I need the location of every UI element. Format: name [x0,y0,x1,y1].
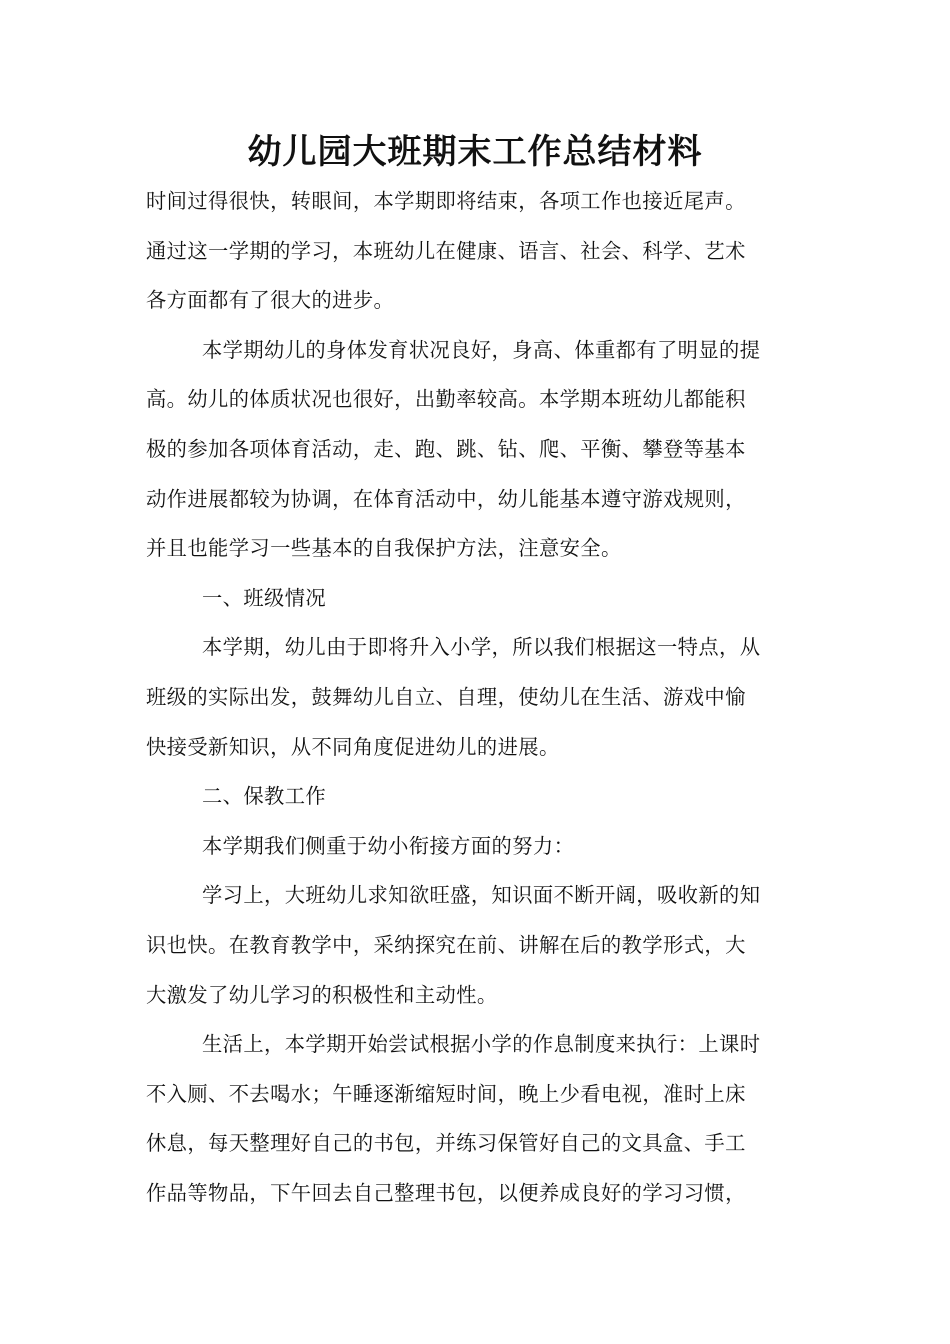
body-text-line: 动作进展都较为协调，在体育活动中，幼儿能基本遵守游戏规则， [146,486,746,511]
body-text-line: 大激发了幼儿学习的积极性和主动性。 [146,982,498,1007]
body-text-line: 一、班级情况 [202,585,327,610]
body-text-line: 休息，每天整理好自己的书包，并练习保管好自己的文具盒、手工 [146,1131,746,1156]
body-text-line: 本学期幼儿的身体发育状况良好，身高、体重都有了明显的提 [202,337,761,362]
body-text-line: 二、保教工作 [202,784,327,809]
body-text-line: 本学期我们侧重于幼小衔接方面的努力： [202,833,575,858]
body-text-line: 极的参加各项体育活动，走、跑、跳、钻、爬、平衡、攀登等基本 [146,436,746,461]
document-body [146,177,810,1218]
body-text-line: 识也快。在教育教学中，采纳探究在前、讲解在后的教学形式，大 [146,932,746,957]
body-text-line: 本学期，幼儿由于即将升入小学，所以我们根据这一特点，从 [202,635,761,660]
body-text-line: 通过这一学期的学习，本班幼儿在健康、语言、社会、科学、艺术 [146,238,746,263]
body-text-line: 生活上，本学期开始尝试根据小学的作息制度来执行：上课时 [202,1032,761,1057]
body-text-line: 班级的实际出发，鼓舞幼儿自立、自理，使幼儿在生活、游戏中愉 [146,684,746,709]
body-text-line: 时间过得很快，转眼间，本学期即将结束，各项工作也接近尾声。 [146,189,746,213]
body-text-line: 学习上，大班幼儿求知欲旺盛，知识面不断开阔，吸收新的知 [202,883,761,908]
body-text-line: 高。幼儿的体质状况也很好，出勤率较高。本学期本班幼儿都能积 [146,387,746,412]
document-title: 幼儿园大班期末工作总结材料 [247,132,703,172]
body-text-line: 各方面都有了很大的进步。 [146,288,395,313]
body-text-line: 并且也能学习一些基本的自我保护方法，注意安全。 [146,536,622,561]
body-text-line: 作品等物品，下午回去自己整理书包，以便养成良好的学习习惯， [146,1180,746,1205]
body-text-line: 不入厕、不去喝水；午睡逐渐缩短时间，晚上少看电视，准时上床 [146,1081,746,1106]
body-text-line: 快接受新知识，从不同角度促进幼儿的进展。 [146,734,560,759]
